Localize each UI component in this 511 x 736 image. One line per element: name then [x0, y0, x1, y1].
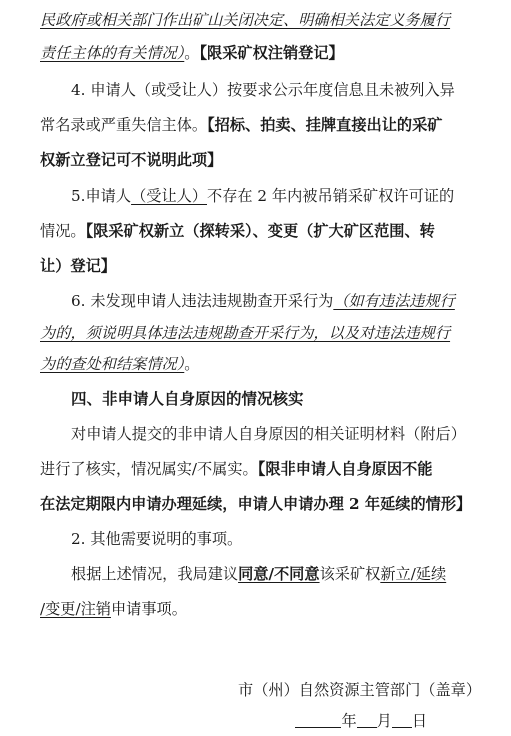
bold-note: 【限采矿权注销登记】 — [199, 44, 344, 62]
text: 。 — [184, 355, 200, 373]
text: 。 — [184, 44, 200, 62]
year-label: 年 — [341, 712, 357, 730]
text-line — [40, 115, 480, 135]
bold-note: 【限非申请人自身原因不能 — [257, 460, 433, 478]
underlined-text: 为的查处和结案情况） — [40, 355, 185, 373]
text-line — [71, 529, 480, 549]
text: 申请事项。 — [110, 600, 187, 618]
month-label: 月 — [376, 712, 392, 730]
year-blank — [295, 711, 341, 728]
bold-note: 权新立登记可不说明此项】 — [40, 151, 223, 169]
underlined-option: 同意/不同意 — [238, 565, 320, 583]
day-label: 日 — [411, 712, 427, 730]
text-line — [40, 354, 480, 374]
text-line — [71, 80, 480, 100]
text-line — [40, 221, 480, 241]
seal-line — [238, 680, 481, 700]
bold-note: 【招标、拍卖、挂牌直接出让的采矿 — [207, 116, 443, 134]
bold-note: 让）登记】 — [40, 257, 116, 275]
text: 4. 申请人（或受让人）按要求公示年度信息且未被列入异 — [71, 81, 455, 99]
text-line — [40, 10, 480, 30]
text: 情况。 — [40, 222, 86, 240]
underlined-text: （受让人） — [131, 187, 207, 205]
text-line — [40, 43, 480, 63]
underlined-text: 民政府或相关部门作出矿山关闭决定、明确相关法定义务履行 — [40, 11, 451, 29]
text: 6. 未发现申请人违法违规勘查开采行为 — [71, 292, 334, 310]
day-blank — [392, 711, 412, 728]
text-line — [71, 424, 480, 444]
text-line — [40, 599, 480, 619]
text-line — [71, 564, 480, 584]
issuer-text: 市（州）自然资源主管部门（盖章） — [238, 681, 481, 699]
underlined-option: /变更/注销 — [40, 600, 111, 618]
heading-text: 四、非申请人自身原因的情况核实 — [71, 390, 304, 408]
text: 根据上述情况，我局建议 — [71, 565, 239, 583]
text: 2. 其他需要说明的事项。 — [71, 530, 243, 548]
text-line — [40, 459, 480, 479]
text: 该采矿权 — [319, 565, 381, 583]
text: 对申请人提交的非申请人自身原因的相关证明材料（附后） — [71, 425, 466, 443]
underlined-text: 为的，须说明具体违法违规勘查开采行为，以及对违法违规行 — [40, 324, 451, 342]
month-blank — [357, 711, 377, 728]
text: 不存在 2 年内被吊销采矿权许可证的 — [207, 187, 455, 205]
bold-note: 【限采矿权新立（探转采）、变更（扩大矿区范围、转 — [85, 222, 435, 240]
text: 进行了核实，情况属实/不属实。 — [40, 460, 258, 478]
underlined-option: 新立/延续 — [380, 565, 447, 583]
text-line — [40, 256, 480, 276]
text-line — [40, 150, 480, 170]
underlined-text: （如有违法违规行 — [333, 292, 455, 310]
date-line — [295, 711, 427, 731]
bold-note: 在法定期限内申请办理延续，申请人申请办理 2 年延续的情形】 — [40, 495, 472, 513]
text: 常名录或严重失信主体。 — [40, 116, 208, 134]
text: 5.申请人 — [71, 187, 132, 205]
section-heading — [71, 389, 480, 409]
text-line — [71, 291, 480, 311]
text-line — [40, 494, 480, 514]
text-line — [71, 186, 480, 206]
text-line — [40, 323, 480, 343]
underlined-text: 责任主体的有关情况） — [40, 44, 185, 62]
